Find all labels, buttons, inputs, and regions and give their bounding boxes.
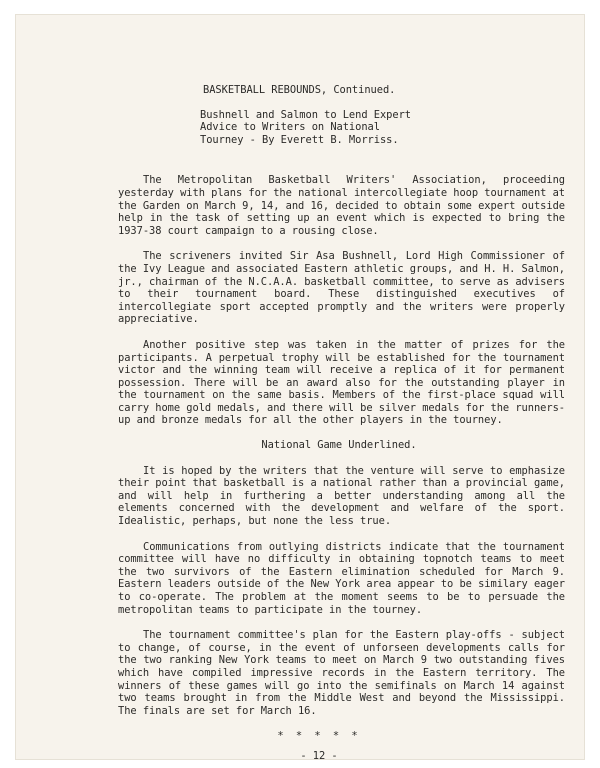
section-divider-stars: * * * * *	[277, 730, 361, 743]
paragraph: It is hoped by the writers that the venture will serve to emphasize their point that basketball is a national rather than a provincial game, and will help in furthering a better understanding among all the elements concerned with the development and welfare of the sport. Idealistic, perhaps, but none the less true.	[118, 464, 565, 528]
section-heading: National Game Underlined.	[261, 439, 417, 452]
paragraph: Communications from outlying districts indicate that the tournament committee will have no difficulty in obtaining topnotch teams to meet the two survivors of the Eastern elimination scheduled for March 9. Eastern leaders outside of the New York area appear to be similary eager to co-operate. The problem at the moment seems to be to persuade the metropolitan teams to participate in the tourney.	[118, 540, 565, 616]
article-heading: BASKETBALL REBOUNDS, Continued.	[203, 84, 396, 96]
article-subheading	[118, 109, 565, 147]
subheading-line: Advice to Writers on National	[200, 121, 380, 134]
subheading-line: Bushnell and Salmon to Lend Expert	[200, 108, 411, 121]
paragraph: Another positive step was taken in the matter of prizes for the participants. A perpetual trophy will be established for the tournament victor and the winning team will receive a replica of it for permanent possession. There will be an award also for the outstanding player in the tournament on the same basis. Members of the first-place squad will carry home gold medals, and there will be silver medals for the runners-up and bronze medals for all the other players in the tourney.	[118, 338, 565, 427]
paragraph: The tournament committee's plan for the Eastern play-offs - subject to change, of course, in the event of unforseen developments calls for the two ranking New York teams to meet on March 9 two outstanding fives which have compiled impressive records in the Eastern territory. The winners of these games will go into the semifinals on March 14 against two teams brought in from the Middle West and beyond the Mississippi. The finals are set for March 16.	[118, 629, 565, 717]
paragraph: The Metropolitan Basketball Writers' Association, proceeding yesterday with plans for the national intercollegiate hoop tournament at the Garden on March 9, 14, and 16, decided to obtain some expert outside help in the task of setting up an event which is expected to bring the 1937-38 court campaign to a rousing close.	[118, 174, 565, 237]
paragraph: The scriveners invited Sir Asa Bushnell, Lord High Commissioner of the Ivy League and associated Eastern athletic groups, and H. H. Salmon, jr., chairman of the N.C.A.A. basketball committee, to serve as advisers to their tournament board. These distinguished executives of intercollegiate sport accepted promptly and the writers were properly appreciative.	[118, 250, 565, 326]
page-number: - 12 -	[300, 749, 338, 762]
paper-sheet	[15, 14, 585, 760]
typed-article	[118, 84, 565, 763]
subheading-line: Tourney - By Everett B. Morriss.	[200, 133, 399, 146]
